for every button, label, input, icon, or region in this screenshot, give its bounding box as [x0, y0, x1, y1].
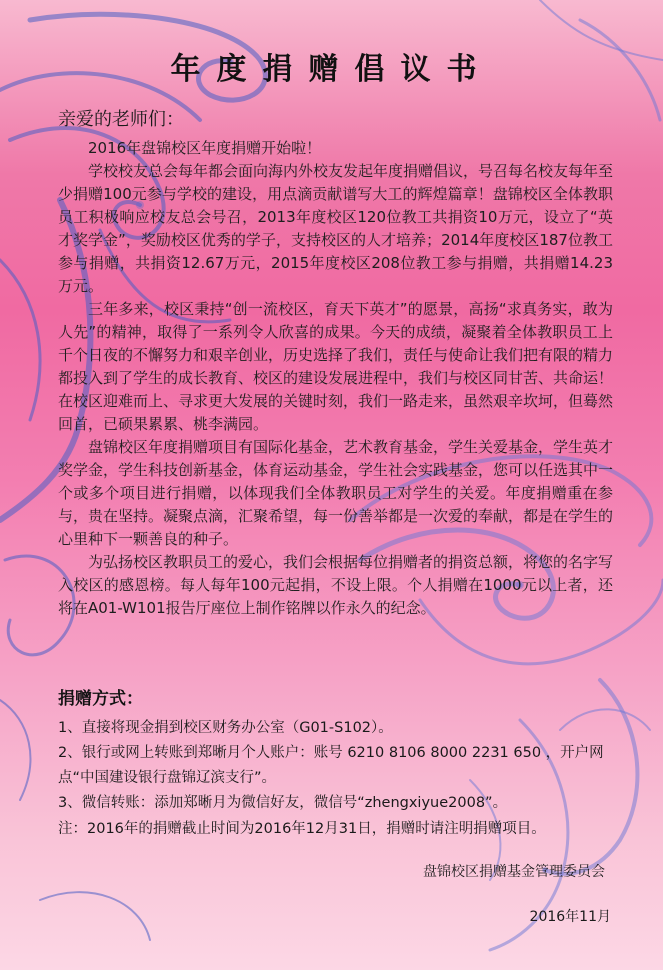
page-title: 年度捐赠倡议书	[170, 52, 493, 87]
paragraph-recognition: 为弘扬校区教职员工的爱心，我们会根据每位捐赠者的捐资总额，将您的名字写入校区的感恩榜。每人每年100元起捐，不设上限。个人捐赠在1000元以上者，还将在A01-W101报告厅座位上制作铭牌以作永久的纪念。	[58, 553, 614, 617]
paragraph-achievements: 三年多来，校区秉持“创一流校区，育天下英才”的愿景，高扬“求真务实，敢为人先”的精神，取得了一系列令人欣喜的成果。今天的成绩，凝聚着全体教职员工上千个日夜的不懈努力和艰辛创业，历史选择了我们，责任与使命让我们把有限的精力都投入到了学生的成长教育、校区的建设发展进程中，我们与校区同甘苦、共命运！在校区迎难而上、寻求更大发展的关键时刻，我们一路走来，虽然艰辛坎坷，但蓦然回首，已硕果累累、桃李满园。	[58, 300, 614, 433]
paragraph-history: 学校校友总会每年都会面向海内外校友发起年度捐赠倡议，号召每名校友每年至少捐赠100元参与学校的建设，用点滴贡献谱写大工的辉煌篇章！盘锦校区全体教职员工积极响应校友总会号召，2013年度校区120位教工共捐资10万元，设立了“英才奖学金”，奖励校区优秀的学子，支持校区的人才培养；2014年度校区187位教工参与捐赠，共捐资12.67万元，2015年度校区208位教工参与捐赠，共捐赠14.23万元。	[58, 162, 614, 295]
paragraph-projects: 盘锦校区年度捐赠项目有国际化基金，艺术教育基金，学生关爱基金，学生英才奖学金，学生科技创新基金，体育运动基金，学生社会实践基金，您可以任选其中一个或多个项目进行捐赠，以体现我们全体教职员工对学生的关爱。年度捐赠重在参与，贵在坚持。凝聚点滴，汇聚希望，每一份善举都是一次爱的奉献，都是在学生的心里种下一颗善良的种子。	[58, 438, 614, 548]
greeting: 亲爱的老师们：	[58, 109, 184, 130]
donation-methods-list	[58, 716, 613, 842]
date: 2016年11月	[529, 909, 611, 925]
method-item: 1、直接将现金捐到校区财务办公室（G01-S102）。	[58, 720, 393, 736]
signer: 盘锦校区捐赠基金管理委员会	[423, 864, 605, 880]
letter-body	[58, 137, 613, 620]
methods-heading: 捐赠方式：	[58, 689, 143, 709]
method-item: 2、银行或网上转账到郑晰月个人账户：账号 6210 8106 8000 2231 650 ，开户网点“中国建设银行盘锦辽滨支行”。	[58, 745, 604, 786]
method-item: 3、微信转账：添加郑晰月为微信好友，微信号“zhengxiyue2008”。	[58, 795, 508, 811]
deadline-note: 注：2016年的捐赠截止时间为2016年12月31日，捐赠时请注明捐赠项目。	[58, 821, 546, 837]
paragraph-intro: 2016年盘锦校区年度捐赠开始啦！	[88, 139, 322, 157]
